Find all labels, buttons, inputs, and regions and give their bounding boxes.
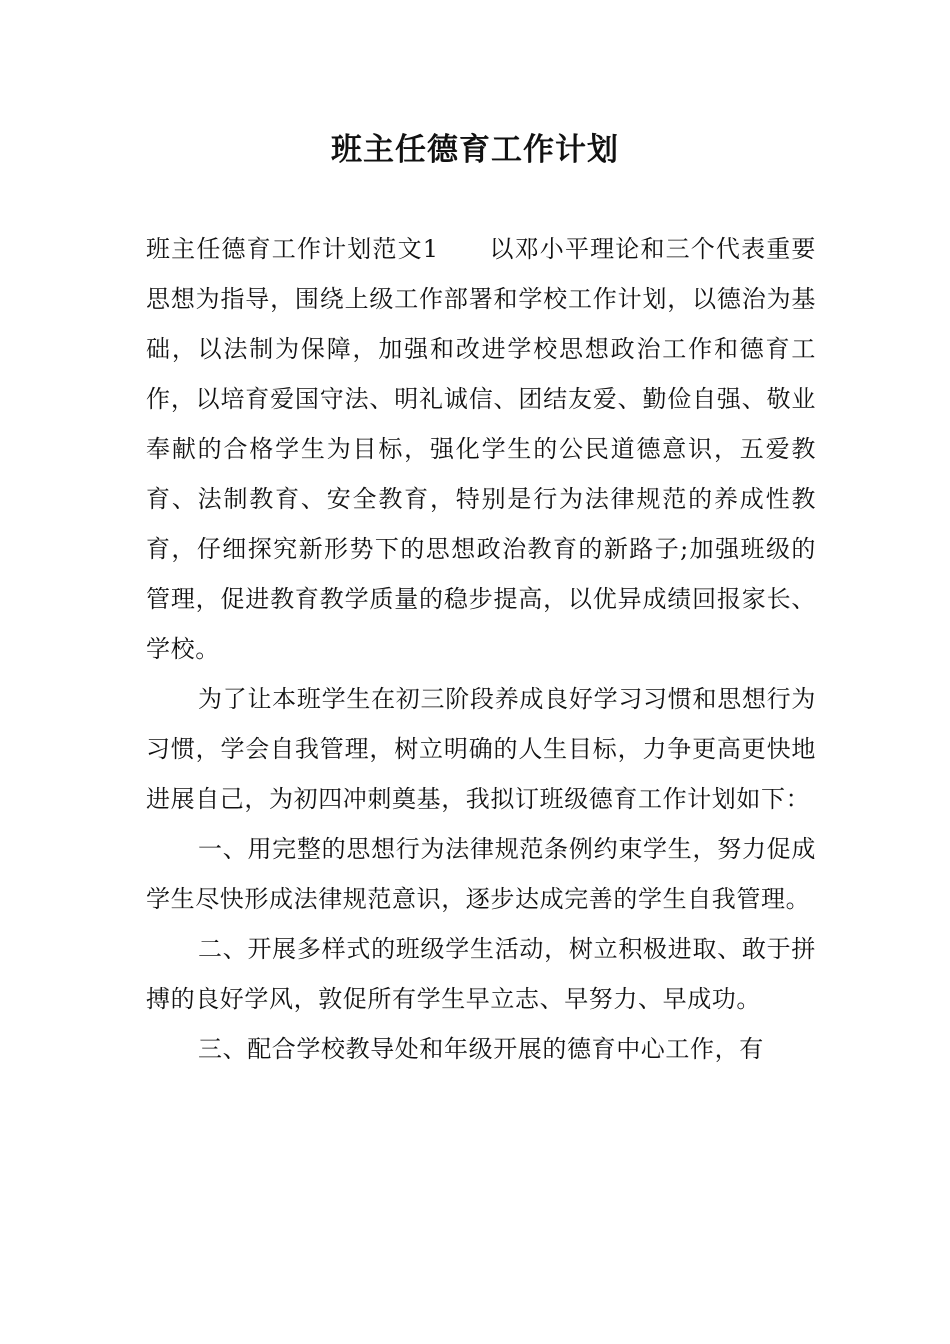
paragraph-item-2: 二、开展多样式的班级学生活动，树立积极进取、敢于拼搏的良好学风，敦促所有学生早立志、早努力、早成功。 (146, 935, 816, 1013)
document-title: 班主任德育工作计划 (331, 132, 619, 168)
document-body (146, 224, 816, 1074)
paragraph-intro: 班主任德育工作计划范文1 以邓小平理论和三个代表重要思想为指导，围绕上级工作部署和学校工作计划，以德治为基础，以法制为保障，加强和改进学校思想政治工作和德育工作，以培育爱国守法、明礼诚信、团结友爱、勤俭自强、敬业奉献的合格学生为目标，强化学生的公民道德意识，五爱教育、法制教育、安全教育，特别是行为法律规范的养成性教育，仔细探究新形势下的思想政治教育的新路子;加强班级的管理，促进教育教学质量的稳步提高，以优异成绩回报家长、学校。 (146, 235, 816, 663)
paragraph-purpose: 为了让本班学生在初三阶段养成良好学习习惯和思想行为习惯，学会自我管理，树立明确的人生目标，力争更高更快地进展自己，为初四冲刺奠基，我拟订班级德育工作计划如下： (146, 685, 816, 813)
paragraph-item-1: 一、用完整的思想行为法律规范条例约束学生，努力促成学生尽快形成法律规范意识，逐步达成完善的学生自我管理。 (146, 835, 816, 913)
paragraph-item-3: 三、配合学校教导处和年级开展的德育中心工作，有 (198, 1035, 764, 1063)
